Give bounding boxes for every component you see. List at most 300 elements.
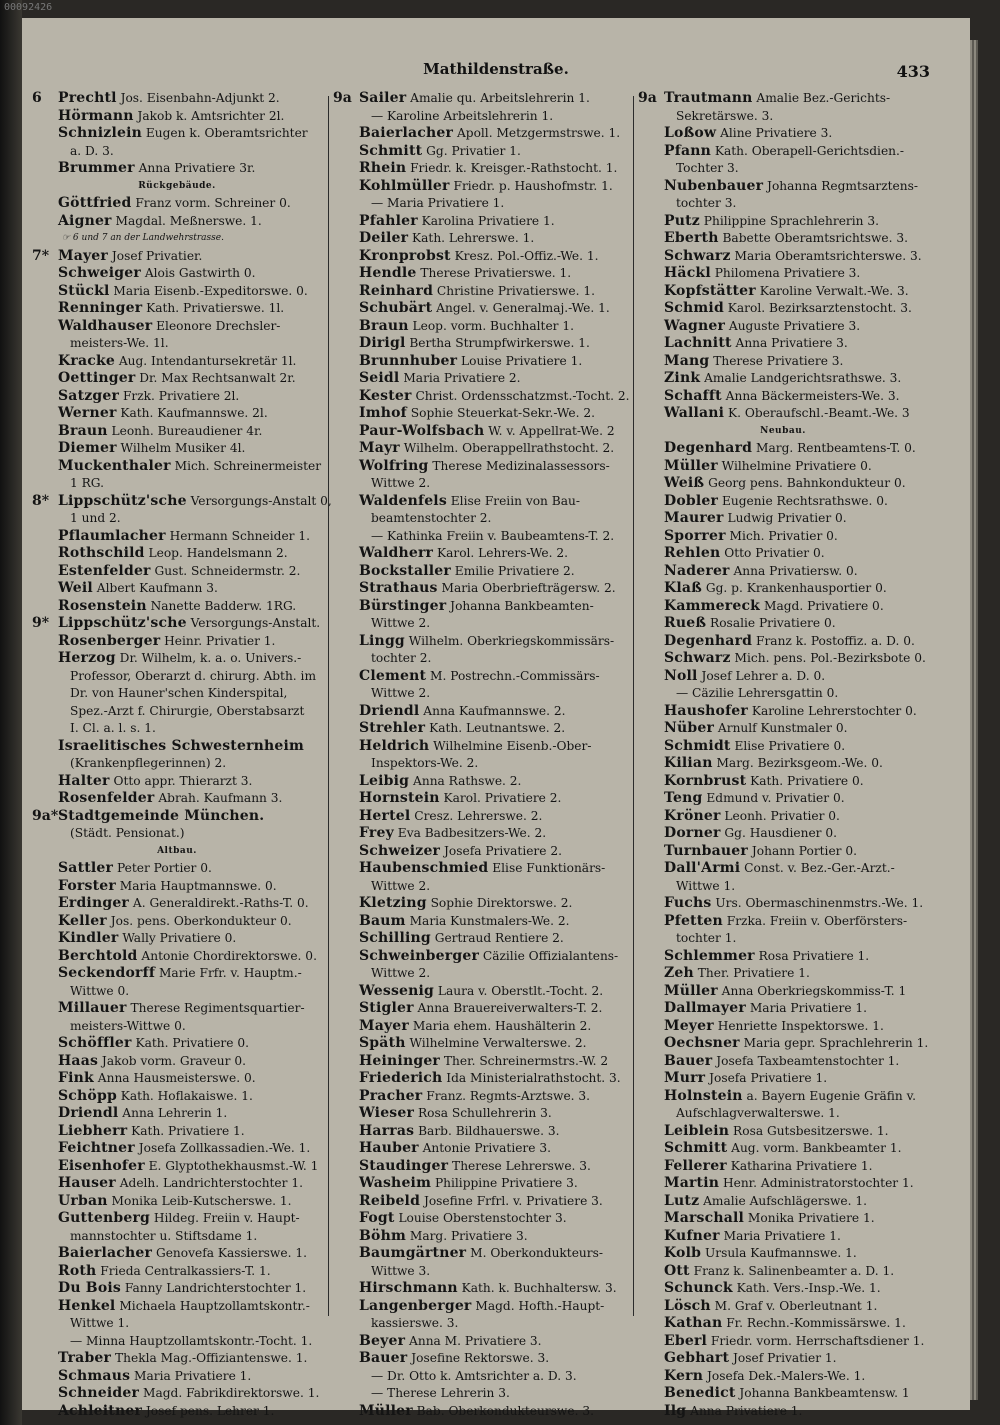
directory-entry xyxy=(32,248,322,266)
resident-details: Maria Eisenb.-Expeditorswe. 0. xyxy=(109,283,308,298)
entry-continuation: (Krankenpflegerinnen) 2. xyxy=(70,756,227,770)
directory-entry xyxy=(32,458,322,476)
directory-entry xyxy=(32,492,332,511)
resident-details: Leop. Handelsmann 2. xyxy=(144,546,288,560)
resident-surname: Fuchs xyxy=(664,895,712,911)
resident-surname: Dobler xyxy=(664,492,719,509)
resident-surname: Schmitt xyxy=(359,142,423,159)
directory-entry xyxy=(638,265,928,283)
resident-details: Johanna Bankbeamtensw. 1 xyxy=(735,1386,910,1400)
entry-continuation: — Minna Hauptzollamtskontr.-Tocht. 1. xyxy=(70,1333,313,1348)
directory-entry xyxy=(333,458,623,476)
directory-entry xyxy=(333,143,623,161)
resident-details: Louise Oberstenstochter 3. xyxy=(394,1211,567,1225)
directory-entry xyxy=(333,545,623,563)
resident-surname: Müller xyxy=(359,1402,413,1419)
directory-entry xyxy=(638,1333,928,1351)
directory-entry xyxy=(32,300,322,318)
resident-details: Arnulf Kunstmaler 0. xyxy=(714,721,848,735)
directory-entry xyxy=(638,773,928,791)
resident-details: Friedr. k. Kreisger.-Rathstocht. 1. xyxy=(406,161,618,175)
resident-details: Angel. v. Generalmaj.-We. 1. xyxy=(432,301,610,315)
directory-entry xyxy=(32,650,322,668)
directory-entry xyxy=(638,1018,928,1036)
resident-surname: Kolb xyxy=(664,1245,702,1261)
directory-entry xyxy=(638,300,928,318)
directory-entry xyxy=(638,335,928,353)
resident-surname: Göttfried xyxy=(58,195,132,211)
directory-entry xyxy=(638,843,928,861)
resident-surname: Müller xyxy=(664,982,718,999)
resident-details: Kath. Privatiere 1. xyxy=(127,1123,245,1138)
resident-surname: Feichtner xyxy=(58,1140,135,1156)
resident-details: Maria gepr. Sprachlehrerin 1. xyxy=(739,1036,929,1050)
resident-surname: Schafft xyxy=(664,387,722,404)
directory-entry xyxy=(333,773,623,791)
resident-surname: Baierlacher xyxy=(58,1245,153,1261)
directory-entry xyxy=(333,213,623,231)
resident-details: Anna Oberkriegskommiss-T. 1 xyxy=(717,983,907,998)
resident-details: Kath. Kaufmannswe. 2l. xyxy=(116,406,268,420)
directory-entry xyxy=(32,1088,322,1106)
resident-details: Philomena Privatiere 3. xyxy=(710,266,861,280)
directory-entry xyxy=(638,458,928,476)
directory-entry xyxy=(638,1035,928,1053)
directory-entry xyxy=(333,1053,623,1071)
resident-details: Hermann Schneider 1. xyxy=(165,528,310,543)
entry-continuation: Wittwe 1. xyxy=(70,1316,130,1330)
resident-surname: Leiblein xyxy=(664,1122,730,1139)
resident-surname: Brummer xyxy=(58,160,135,176)
directory-entry xyxy=(638,1140,928,1158)
resident-surname: Noll xyxy=(664,667,698,684)
entry-continuation: Wittwe 2. xyxy=(371,966,431,980)
directory-entry xyxy=(333,930,623,948)
resident-surname: Schubärt xyxy=(359,300,433,316)
resident-details: Maria Kunstmalers-We. 2. xyxy=(405,913,570,928)
directory-entry xyxy=(32,1385,322,1403)
directory-entry xyxy=(333,1140,623,1158)
directory-entry xyxy=(32,1175,322,1193)
resident-details: Friedr. p. Haushofmstr. 1. xyxy=(449,178,613,193)
directory-entry xyxy=(32,930,322,948)
directory-entry xyxy=(333,825,623,843)
directory-entry xyxy=(333,1070,623,1088)
resident-details: Genovefa Kassierswe. 1. xyxy=(152,1246,307,1260)
resident-surname: Leibig xyxy=(359,772,410,789)
directory-entry xyxy=(638,1210,928,1228)
directory-entry xyxy=(333,353,623,371)
directory-entry xyxy=(333,318,623,336)
entry-continuation: Aufschlagverwalterswe. 1. xyxy=(676,1106,840,1120)
column-2 xyxy=(333,90,630,1419)
directory-entry xyxy=(333,1088,623,1106)
directory-entry xyxy=(32,283,322,301)
resident-details: Elise Funktionärs- xyxy=(488,861,606,875)
resident-details: Marg. Privatiere 3. xyxy=(405,1228,528,1243)
resident-surname: Kletzing xyxy=(359,895,427,911)
directory-entry xyxy=(333,843,623,861)
resident-details: Auguste Privatiere 3. xyxy=(725,318,861,333)
resident-details: Babette Oberamtsrichtswe. 3. xyxy=(718,231,908,245)
directory-entry xyxy=(333,300,623,318)
entry-continuation: Professor, Oberarzt d. chirurg. Abth. im xyxy=(70,668,317,683)
directory-entry xyxy=(32,388,322,406)
resident-details: Anna Bäckermeisters-We. 3. xyxy=(721,388,900,403)
directory-entry xyxy=(638,230,928,248)
resident-surname: Meyer xyxy=(664,1017,714,1034)
entry-continuation: — Dr. Otto k. Amtsrichter a. D. 3. xyxy=(371,1368,577,1383)
resident-details: Leonh. Privatier 0. xyxy=(720,808,840,823)
directory-entry xyxy=(638,580,928,598)
resident-surname: Rosenberger xyxy=(58,632,161,649)
directory-entry xyxy=(333,1245,623,1263)
directory-entry xyxy=(333,387,630,406)
directory-entry xyxy=(32,90,322,108)
resident-surname: Schöffler xyxy=(58,1035,132,1051)
resident-surname: Schmid xyxy=(664,300,724,316)
resident-details: Jakob vorm. Graveur 0. xyxy=(98,1053,246,1068)
resident-surname: Hirschmann xyxy=(359,1280,458,1296)
directory-entry xyxy=(32,1298,322,1316)
directory-entry xyxy=(638,1070,928,1088)
resident-surname: Benedict xyxy=(664,1385,736,1401)
resident-details: Josefa Zollkassadien.-We. 1. xyxy=(134,1141,311,1155)
resident-details: W. v. Appellrat-We. 2 xyxy=(484,423,615,438)
directory-entry xyxy=(32,913,322,931)
entry-continuation: a. D. 3. xyxy=(70,143,114,158)
resident-details: A. Generaldirekt.-Raths-T. 0. xyxy=(129,896,309,910)
directory-entry xyxy=(638,1385,928,1403)
entry-continuation: — Karoline Arbeitslehrerin 1. xyxy=(371,108,554,123)
resident-surname: Hertel xyxy=(359,807,411,824)
directory-entry xyxy=(638,1368,928,1386)
resident-surname: Strehler xyxy=(359,720,426,736)
resident-details: Gg. Privatier 1. xyxy=(422,143,521,158)
resident-details: Hildeg. Freiin v. Haupt- xyxy=(150,1211,300,1225)
section-subheading: Neubau. xyxy=(760,425,806,436)
resident-details: Wally Privatiere 0. xyxy=(118,931,237,945)
directory-entry xyxy=(32,1245,322,1263)
entry-continuation: (Städt. Pensionat.) xyxy=(70,826,185,840)
resident-surname: Hörmann xyxy=(58,107,134,124)
directory-entry xyxy=(333,335,623,353)
resident-surname: Schweiger xyxy=(58,265,141,281)
resident-details: Karolina Privatiere 1. xyxy=(417,213,555,228)
resident-details: Apoll. Metzgermstrswe. 1. xyxy=(453,126,621,140)
directory-entry xyxy=(638,948,928,966)
resident-details: Amalie Aufschlägerswe. 1. xyxy=(699,1193,868,1208)
resident-surname: Washeim xyxy=(359,1175,432,1191)
resident-surname: Hauber xyxy=(359,1140,419,1156)
resident-details: Peter Portier 0. xyxy=(113,861,212,875)
resident-details: Aline Privatiere 3. xyxy=(716,126,833,140)
resident-details: Ther. Schreinermstrs.-W. 2 xyxy=(440,1053,609,1068)
resident-surname: Rosenfelder xyxy=(58,790,155,806)
entry-continuation: Sekretärswe. 3. xyxy=(676,108,774,123)
resident-details: M. Oberkondukteurs- xyxy=(466,1246,603,1260)
resident-surname: Sporrer xyxy=(664,527,726,544)
directory-entry xyxy=(333,790,623,808)
resident-surname: Degenhard xyxy=(664,632,753,649)
resident-details: Abrah. Kaufmann 3. xyxy=(154,791,283,805)
resident-surname: Eberth xyxy=(664,230,719,246)
resident-details: Maria Privatiere 1. xyxy=(745,1001,868,1015)
directory-entry xyxy=(333,598,623,616)
resident-surname: Nubenbauer xyxy=(664,177,764,194)
house-number: 9* xyxy=(32,615,50,631)
resident-details: Anna M. Privatiere 3. xyxy=(405,1333,542,1348)
resident-details: Eva Badbesitzers-We. 2. xyxy=(393,826,547,840)
directory-entry xyxy=(333,248,623,266)
resident-details: Anna Brauereiverwalters-T. 2. xyxy=(413,1001,603,1015)
resident-surname: Ott xyxy=(664,1262,690,1279)
directory-entry xyxy=(638,1263,928,1281)
resident-surname: Turnbauer xyxy=(664,842,748,859)
resident-surname: Lippschütz'sche xyxy=(58,615,187,631)
resident-surname: Waldherr xyxy=(359,545,434,561)
resident-details: Heinr. Privatier 1. xyxy=(160,633,276,648)
resident-details: Wilhelm. Oberkriegskommissärs- xyxy=(404,633,615,648)
resident-surname: Pfetten xyxy=(664,912,723,929)
directory-entry xyxy=(638,248,928,266)
resident-surname: Mayer xyxy=(58,247,108,264)
directory-entry xyxy=(32,1123,322,1141)
resident-details: Marg. Bezirksgeom.-We. 0. xyxy=(712,756,883,770)
section-subheading: Altbau. xyxy=(157,845,197,856)
resident-surname: Kammereck xyxy=(664,597,761,614)
resident-surname: Bauer xyxy=(359,1350,408,1366)
resident-details: Louise Privatiere 1. xyxy=(457,353,583,368)
resident-details: Magd. Hofth.-Haupt- xyxy=(471,1298,605,1313)
resident-surname: Paur-Wolfsbach xyxy=(359,422,485,439)
resident-details: Henr. Administratorstochter 1. xyxy=(719,1176,914,1190)
entry-continuation: 1 RG. xyxy=(70,476,104,490)
resident-surname: Schweinberger xyxy=(359,947,480,964)
resident-surname: Schnizlein xyxy=(58,125,142,141)
resident-surname: Weiß xyxy=(664,475,705,491)
entry-continuation: Wittwe 2. xyxy=(371,878,431,893)
resident-surname: Renninger xyxy=(58,300,143,316)
resident-details: Maria Hauptmannswe. 0. xyxy=(115,878,277,893)
resident-surname: Schweizer xyxy=(359,842,441,859)
resident-details: Antonie Privatiere 3. xyxy=(418,1141,551,1155)
directory-entry xyxy=(333,440,623,458)
resident-surname: Werner xyxy=(58,405,117,421)
resident-details: Magdal. Meßnerswe. 1. xyxy=(111,213,262,228)
resident-surname: Wolfring xyxy=(359,457,429,474)
resident-details: Kath. Hoflakaiswe. 1. xyxy=(116,1088,253,1103)
directory-entry xyxy=(638,528,928,546)
resident-surname: Reinhard xyxy=(359,282,434,299)
directory-entry xyxy=(32,1053,322,1071)
directory-entry xyxy=(32,1210,322,1228)
resident-details: Rosa Privatiere 1. xyxy=(754,948,870,963)
directory-entry xyxy=(333,1105,623,1123)
directory-entry xyxy=(32,633,322,651)
resident-surname: Nüber xyxy=(664,720,715,736)
directory-entry xyxy=(32,1000,322,1018)
resident-surname: Haas xyxy=(58,1052,99,1069)
resident-details: Antonie Chordirektorswe. 0. xyxy=(137,948,317,963)
resident-details: Franz. Regmts-Arztswe. 3. xyxy=(422,1088,591,1103)
entry-continuation: Tochter 3. xyxy=(676,161,739,175)
resident-surname: Rehlen xyxy=(664,545,721,561)
directory-entry xyxy=(333,1333,623,1351)
directory-entry xyxy=(638,405,928,423)
resident-surname: Prechtl xyxy=(58,90,117,106)
resident-details: Michaela Hauptzollamtskontr.- xyxy=(115,1298,310,1313)
resident-surname: Bockstaller xyxy=(359,562,451,579)
resident-surname: Waldhauser xyxy=(58,317,153,334)
directory-entry xyxy=(333,1298,623,1316)
resident-surname: Heininger xyxy=(359,1052,441,1069)
resident-details: Const. v. Bez.-Ger.-Arzt.- xyxy=(740,861,895,875)
resident-surname: Kilian xyxy=(664,755,713,771)
directory-entry xyxy=(32,1368,322,1386)
resident-surname: Ilg xyxy=(664,1402,687,1419)
resident-details: Wilhelmine Eisenb.-Ober- xyxy=(429,738,592,753)
resident-surname: Rhein xyxy=(359,160,407,176)
section-subheading: Rückgebäude. xyxy=(138,180,216,191)
resident-surname: Liebherr xyxy=(58,1122,128,1139)
resident-surname: Forster xyxy=(58,877,116,894)
column-3 xyxy=(638,90,929,1419)
directory-entry xyxy=(32,1403,322,1421)
directory-entry xyxy=(333,563,623,581)
directory-entry xyxy=(32,265,322,283)
resident-details: Alois Gastwirth 0. xyxy=(140,266,256,280)
resident-surname: Traber xyxy=(58,1350,112,1366)
directory-entry xyxy=(638,598,928,616)
resident-details: Anna Hausmeisterswe. 0. xyxy=(93,1071,256,1085)
directory-entry xyxy=(638,178,928,196)
resident-surname: Wallani xyxy=(664,405,725,421)
directory-entry xyxy=(333,808,623,826)
resident-details: Sophie Steuerkat-Sekr.-We. 2. xyxy=(406,406,595,420)
resident-surname: Martin xyxy=(664,1175,720,1191)
directory-entry xyxy=(638,1350,928,1368)
resident-details: Johanna Bankbeamten- xyxy=(446,598,594,613)
resident-surname: Stigler xyxy=(359,1000,414,1016)
directory-entry xyxy=(638,1123,928,1141)
directory-entry xyxy=(333,265,623,283)
resident-surname: Deiler xyxy=(359,230,409,246)
resident-surname: Schmaus xyxy=(58,1367,131,1384)
resident-surname: Seckendorff xyxy=(58,965,156,981)
resident-surname: Kohlmüller xyxy=(359,177,450,194)
column-divider xyxy=(633,96,634,1316)
directory-entry xyxy=(638,213,928,231)
resident-details: Ther. Privatiere 1. xyxy=(693,966,810,980)
directory-entry xyxy=(638,913,928,931)
entry-continuation: — Maria Privatiere 1. xyxy=(371,196,505,210)
directory-entry xyxy=(333,370,623,388)
resident-surname: Urban xyxy=(58,1192,108,1209)
resident-surname: Israelitisches Schwesternheim xyxy=(58,737,305,754)
resident-surname: Herzog xyxy=(58,650,116,666)
resident-surname: Clement xyxy=(359,667,427,684)
resident-details: Rosa Gutsbesitzerswe. 1. xyxy=(729,1123,889,1138)
resident-surname: Keller xyxy=(58,912,107,929)
resident-details: Johann Portier 0. xyxy=(748,843,857,858)
resident-details: Johanna Regmtsarztens- xyxy=(763,178,918,193)
resident-details: Maria Oberbriefträgersw. 2. xyxy=(437,581,616,595)
resident-surname: Fellerer xyxy=(664,1157,727,1174)
resident-details: Henriette Inspektorswe. 1. xyxy=(713,1018,884,1033)
directory-entry xyxy=(333,1193,623,1211)
resident-details: Mich. Privatier 0. xyxy=(725,528,838,543)
resident-details: Therese Medizinalassessors- xyxy=(428,458,610,473)
resident-details: Otto appr. Thierarzt 3. xyxy=(109,773,253,788)
resident-surname: Sailer xyxy=(359,90,407,106)
directory-entry xyxy=(333,90,623,108)
directory-entry xyxy=(333,423,623,441)
directory-entry xyxy=(32,405,322,423)
directory-entry xyxy=(638,125,928,143)
directory-page xyxy=(22,18,970,1419)
resident-surname: Estenfelder xyxy=(58,562,151,579)
resident-details: Therese Lehrerswe. 3. xyxy=(448,1158,591,1173)
column-divider xyxy=(328,96,329,1316)
directory-entry xyxy=(333,283,623,301)
resident-surname: Schilling xyxy=(359,930,431,946)
directory-entry xyxy=(32,1070,322,1088)
scan-stamp: 00092426 xyxy=(4,2,53,13)
resident-details: Maria ehem. Haushälterin 2. xyxy=(409,1018,592,1033)
directory-entry xyxy=(638,90,928,108)
resident-details: Eugenie Rechtsrathswe. 0. xyxy=(718,493,888,508)
resident-surname: Friederich xyxy=(359,1070,443,1086)
resident-surname: Loßow xyxy=(664,125,717,141)
resident-details: Fanny Landrichterstochter 1. xyxy=(120,1281,307,1295)
resident-details: Bertha Strumpfwirkerswe. 1. xyxy=(405,336,590,350)
directory-entry xyxy=(638,1175,928,1193)
entry-continuation: — Cäzilie Lehrersgattin 0. xyxy=(676,686,839,700)
directory-entry xyxy=(32,1280,322,1298)
entry-continuation: Wittwe 1. xyxy=(676,878,736,893)
resident-details: Jos. Eisenbahn-Adjunkt 2. xyxy=(116,91,280,105)
resident-details: Magd. Fabrikdirektorswe. 1. xyxy=(139,1386,320,1400)
directory-entry xyxy=(638,615,928,633)
directory-entry xyxy=(638,790,928,808)
resident-details: Dr. Wilhelm, k. a. o. Univers.- xyxy=(115,651,302,665)
directory-entry xyxy=(32,125,322,143)
directory-entry xyxy=(333,1228,623,1246)
resident-details: Rosalie Privatiere 0. xyxy=(706,616,836,630)
directory-entry xyxy=(638,738,928,756)
resident-details: Franz k. Postoffiz. a. D. 0. xyxy=(752,633,915,648)
entry-continuation: — Kathinka Freiin v. Baubeamtens-T. 2. xyxy=(371,528,615,543)
resident-details: Mich. pens. Pol.-Bezirksbote 0. xyxy=(730,651,926,665)
resident-surname: Schmidt xyxy=(664,737,731,754)
directory-entry xyxy=(638,318,928,336)
resident-details: Magd. Privatiere 0. xyxy=(760,598,884,613)
resident-details: Amalie Landgerichtsrathswe. 3. xyxy=(700,371,902,385)
directory-entry xyxy=(32,598,322,616)
resident-surname: Kindler xyxy=(58,930,119,946)
resident-surname: Schwarz xyxy=(664,247,731,264)
resident-details: Philippine Privatiere 3. xyxy=(431,1176,578,1190)
resident-surname: Oechsner xyxy=(664,1035,740,1051)
directory-entry xyxy=(32,353,322,371)
resident-details: Jos. pens. Oberkondukteur 0. xyxy=(106,913,292,928)
resident-surname: Braun xyxy=(58,422,108,439)
resident-surname: Späth xyxy=(359,1035,406,1051)
resident-details: Anna Kaufmannswe. 2. xyxy=(419,703,566,718)
directory-entry xyxy=(32,1035,322,1053)
directory-entry xyxy=(32,615,322,633)
